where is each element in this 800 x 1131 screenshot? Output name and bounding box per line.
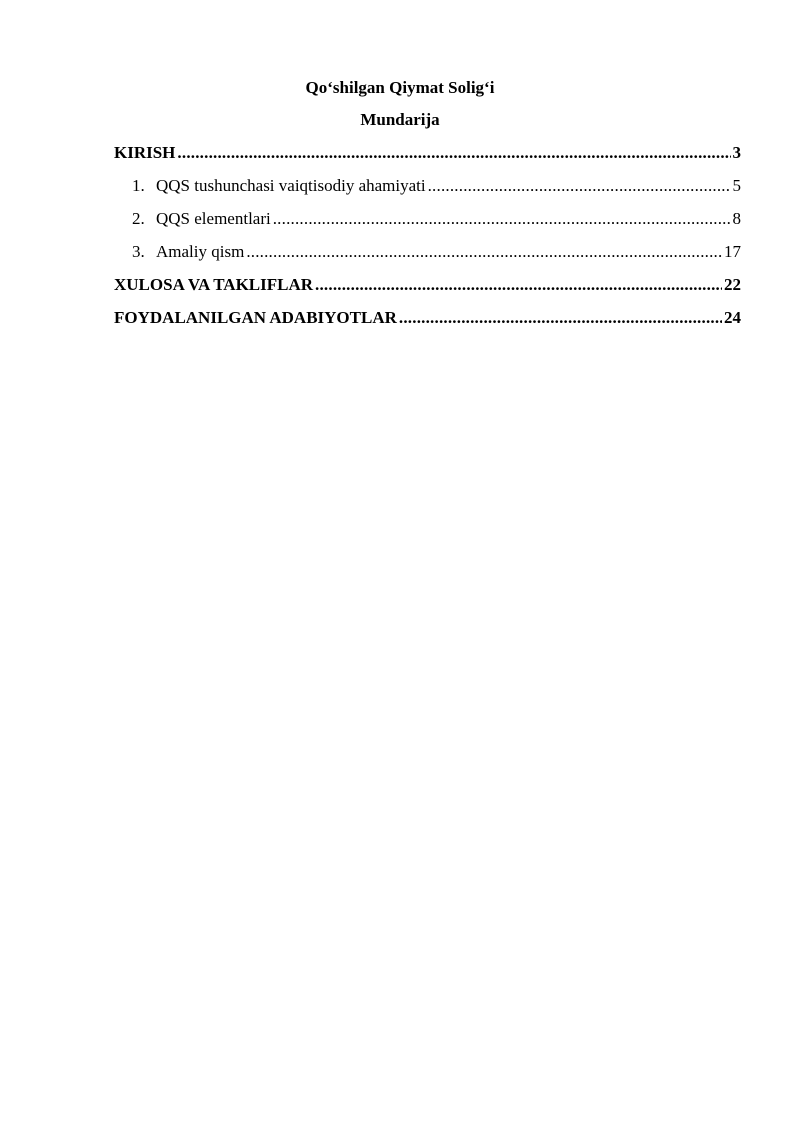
- toc-entry-label: XULOSA VA TAKLIFLAR: [114, 275, 314, 294]
- toc-page-number: 22: [724, 275, 741, 294]
- table-of-contents: [114, 142, 741, 340]
- toc-page-number: 17: [724, 242, 741, 261]
- toc-entry-amaliy-qism[interactable]: [114, 241, 741, 274]
- toc-entry-kirish[interactable]: [114, 142, 741, 175]
- toc-page-number: 3: [732, 143, 741, 162]
- toc-entry-adabiyotlar[interactable]: [114, 307, 741, 340]
- toc-entry-label: Amaliy qism: [156, 242, 245, 261]
- toc-dot-leader: [177, 142, 730, 164]
- toc-entry-number: 1.: [132, 176, 145, 195]
- toc-entry-number: 2.: [132, 209, 145, 228]
- toc-entry-qqs-tushunchasi[interactable]: [114, 175, 741, 208]
- toc-dot-leader: [428, 175, 731, 197]
- toc-dot-leader: [315, 274, 722, 296]
- toc-entry-number: 3.: [132, 242, 145, 261]
- toc-dot-leader: [246, 241, 722, 263]
- toc-entry-label: FOYDALANILGAN ADABIYOTLAR: [114, 308, 397, 327]
- toc-entry-xulosa[interactable]: [114, 274, 741, 307]
- toc-entry-label: QQS elementlari: [156, 209, 271, 228]
- toc-dot-leader: [273, 208, 731, 230]
- toc-heading: Mundarija: [360, 110, 440, 129]
- toc-entry-qqs-elementlari[interactable]: [114, 208, 741, 241]
- toc-entry-label: KIRISH: [114, 143, 176, 162]
- toc-page-number: 8: [732, 209, 741, 228]
- toc-entry-label: QQS tushunchasi vaiqtisodiy ahamiyati: [156, 176, 426, 195]
- toc-page-number: 24: [724, 308, 741, 327]
- document-title: Qo‘shilgan Qiymat Solig‘i: [305, 78, 495, 97]
- toc-dot-leader: [399, 307, 722, 329]
- toc-page-number: 5: [732, 176, 741, 195]
